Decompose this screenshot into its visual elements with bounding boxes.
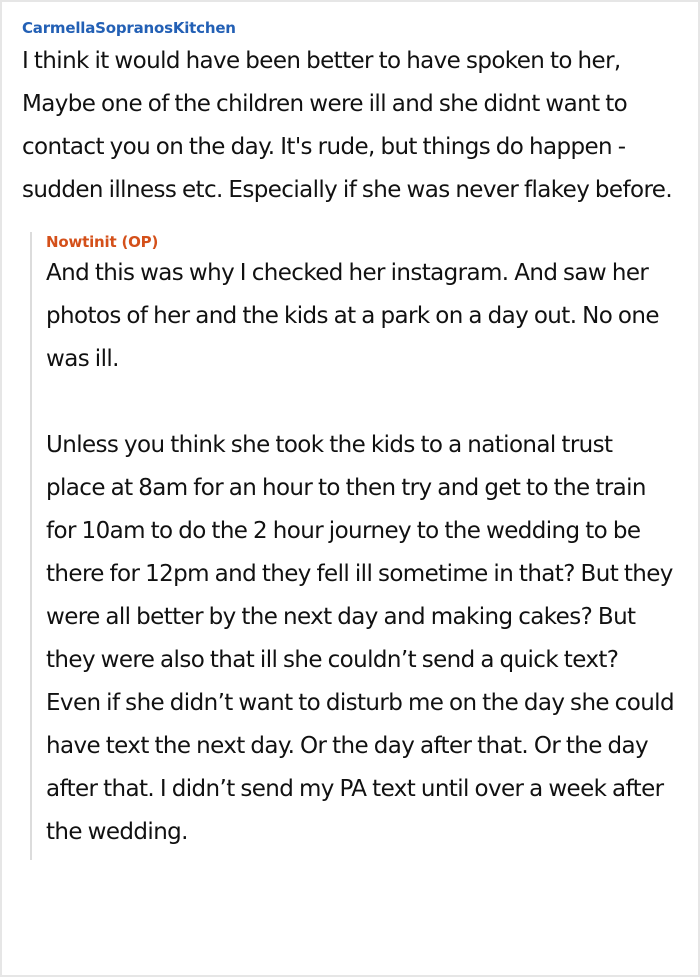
comment-username[interactable]: CarmellaSopranosKitchen bbox=[22, 19, 236, 37]
reply-username-op[interactable]: Nowtinit (OP) bbox=[46, 233, 159, 251]
reply-paragraph-2: Unless you think she took the kids to a national trust place at 8am for an hour to then try and get to the train for 10am to do the 2 hour journey to the wedding to be there for 12pm and they fell ill sometime in that? But they were all better by the next day and making cakes? But they were also that ill she couldn’t send a quick text? Even if she didn’t want to disturb me on the day she could have text the next day. Or the day after that. Or the day after that. I didn’t send my PA text until over a week after the wedding. bbox=[46, 432, 674, 845]
reply-thread bbox=[30, 232, 676, 860]
paragraph-spacer bbox=[46, 381, 676, 424]
comment-text: I think it would have been better to have spoken to her, Maybe one of the children were ill and she didnt want to contact you on the day. It's rude, but things do happen - sudden illness etc. Especially if she was never flakey before. bbox=[22, 48, 673, 203]
reply-paragraph-1: And this was why I checked her instagram. And saw her photos of her and the kids at a park on a day out. No one was ill. bbox=[46, 260, 659, 372]
